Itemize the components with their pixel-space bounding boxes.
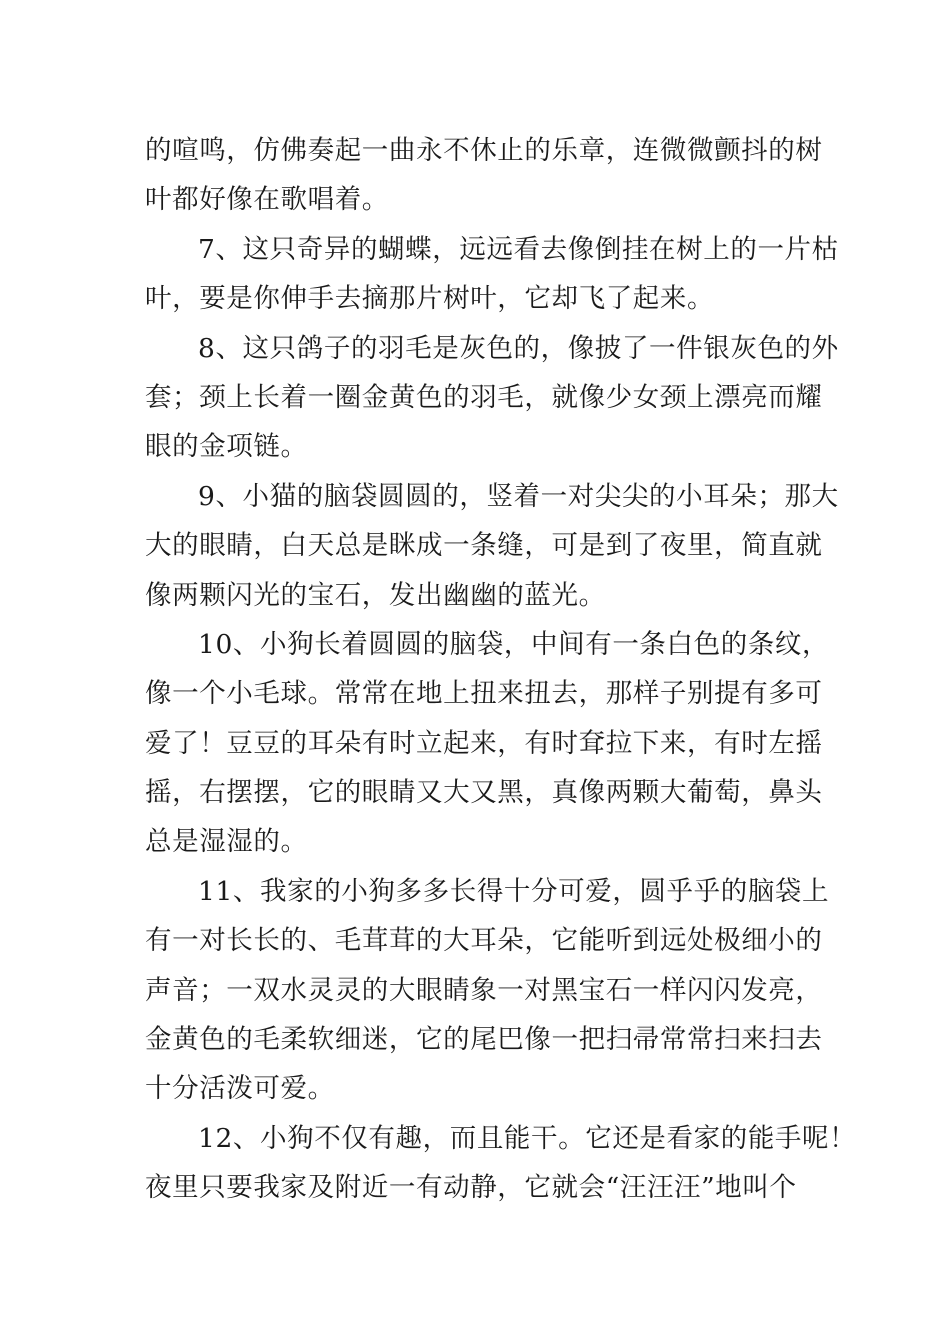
paragraph-start-9: 9、小猫的脑袋圆圆的，竖着一对尖尖的小耳朵；那大 (198, 480, 839, 512)
text-line: 爱了！豆豆的耳朵有时立起来，有时耷拉下来，有时左摇 (145, 727, 823, 759)
paragraph-start-11: 11、我家的小狗多多长得十分可爱，圆乎乎的脑袋上 (198, 875, 830, 907)
text-line: 总是湿湿的。 (145, 826, 308, 858)
text-line: 套；颈上长着一圈金黄色的羽毛，就像少女颈上漂亮而耀 (145, 381, 823, 413)
paragraph-start-8: 8、这只鸽子的羽毛是灰色的，像披了一件银灰色的外 (198, 332, 839, 364)
text-line: 的喧鸣，仿佛奏起一曲永不休止的乐章，连微微颤抖的树 (145, 135, 823, 166)
text-line: 叶都好像在歌唱着。 (145, 184, 389, 216)
text-line: 有一对长长的、毛茸茸的大耳朵，它能听到远处极细小的 (145, 925, 823, 957)
text-line: 夜里只要我家及附近一有动静，它就会“汪汪汪”地叫个 (145, 1172, 797, 1204)
paragraph-start-10: 10、小狗长着圆圆的脑袋，中间有一条白色的条纹， (198, 628, 830, 660)
text-line: 像一个小毛球。常常在地上扭来扭去，那样子别提有多可 (145, 678, 823, 710)
text-line: 金黄色的毛柔软细迷，它的尾巴像一把扫帚常常扫来扫去 (145, 1024, 823, 1056)
text-line: 眼的金项链。 (145, 431, 308, 463)
document-body (145, 126, 857, 1213)
text-line: 叶，要是你伸手去摘那片树叶，它却飞了起来。 (145, 283, 715, 315)
paragraph-start-12: 12、小狗不仅有趣，而且能干。它还是看家的能手呢！ (198, 1122, 857, 1154)
paragraph-start-7: 7、这只奇异的蝴蝶，远远看去像倒挂在树上的一片枯 (198, 233, 839, 265)
text-line: 大的眼睛，白天总是眯成一条缝，可是到了夜里，简直就 (145, 530, 823, 562)
text-line: 十分活泼可爱。 (145, 1073, 335, 1105)
text-line: 像两颗闪光的宝石，发出幽幽的蓝光。 (145, 579, 606, 611)
text-line: 声音；一双水灵灵的大眼睛象一对黑宝石一样闪闪发亮， (145, 974, 823, 1006)
text-line: 摇，右摆摆，它的眼睛又大又黑，真像两颗大葡萄，鼻头 (145, 777, 823, 809)
